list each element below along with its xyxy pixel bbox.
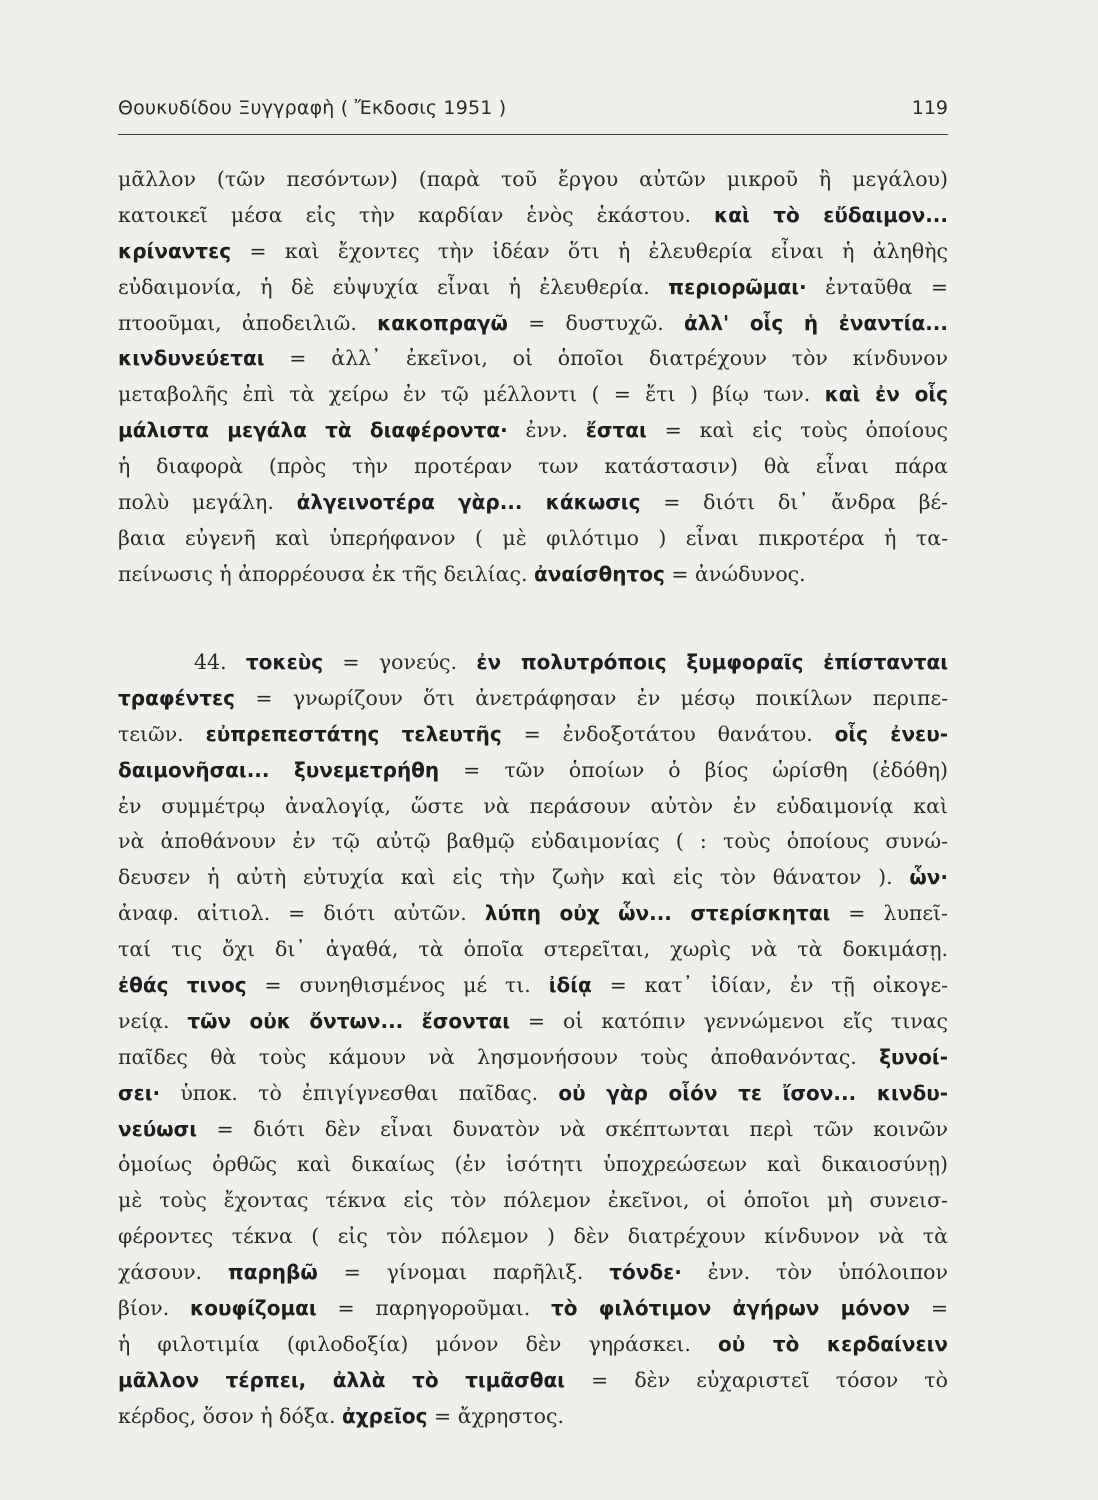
text-line (118, 645, 948, 681)
lemma-term: περιορῶμαι· (668, 274, 807, 299)
text-line (118, 449, 948, 485)
gloss-text: ἐνν. (507, 418, 586, 443)
lemma-term: ἐθάς τινος (118, 973, 247, 998)
header-rule (118, 134, 948, 135)
lemma-term: καὶ ἐν οἷς (824, 382, 948, 407)
text-line (118, 162, 948, 198)
text-line (118, 198, 948, 234)
gloss-text: ἐνν. τὸν ὑπόλοιπον (681, 1260, 948, 1285)
commentary-section-44 (118, 645, 948, 1435)
gloss-text: = παρηγοροῦμαι. (316, 1296, 552, 1321)
gloss-text: νείᾳ. (118, 1008, 188, 1033)
text-line (118, 1363, 948, 1399)
gloss-text: ἀναφ. αἰτιολ. = διότι αὐτῶν. (118, 901, 485, 926)
text-line (118, 896, 948, 932)
gloss-text: = γονεύς. (323, 650, 477, 674)
text-line (118, 968, 948, 1004)
lemma-term: εὐπρεπεστάτης τελευτῆς (205, 721, 502, 746)
gloss-text: = γνωρίζουν ὅτι ἀνετράφησαν ἐν μέσῳ ποικίλων περιπε- (234, 685, 948, 710)
lemma-term: καὶ τὸ εὔδαιμον... (714, 202, 948, 227)
text-line (118, 717, 948, 753)
lemma-term: σει· (118, 1080, 161, 1105)
text-line (118, 1004, 948, 1040)
gloss-text: = καὶ ἔχοντες τὴν ἰδέαν ὅτι ἡ ἐλευθερία εἶναι ἡ ἀληθὴς (231, 238, 948, 263)
text-line (118, 1327, 948, 1363)
text-line (118, 932, 948, 968)
gloss-text: μᾶλλον (τῶν πεσόντων) (παρὰ τοῦ ἔργου αὐτῶν μικροῦ ἢ μεγάλου) (118, 167, 948, 191)
lemma-term: κακοπραγῶ (377, 310, 508, 335)
lemma-term: κρίναντες (118, 238, 232, 263)
gloss-text: ἡ διαφορὰ (πρὸς τὴν προτέραν των κατάστασιν) θὰ εἶναι πάρα (118, 454, 948, 479)
running-title: Θουκυδίδου Ξυγγραφὴ ( Ἔκδοσις 1951 ) (118, 97, 507, 119)
text-line (118, 1291, 948, 1327)
gloss-text: κατοικεῖ μέσα εἰς τὴν καρδίαν ἑνὸς ἑκάστου. (118, 202, 715, 227)
gloss-text: φέροντες τέκνα ( εἰς τὸν πόλεμον ) δὲν διατρέχουν κίνδυνον νὰ τὰ (118, 1224, 948, 1249)
text-line (118, 1219, 948, 1255)
gloss-text: 44. (194, 650, 246, 674)
gloss-text: = δυστυχῶ. (507, 310, 684, 335)
gloss-text: τειῶν. (118, 721, 206, 746)
gloss-text: = δὲν εὐχαριστεῖ τόσον τὸ (564, 1367, 948, 1392)
gloss-text: πείνωσις ἡ ἀπορρέουσα ἐκ τῆς δειλίας. (118, 561, 535, 586)
gloss-text: = ἀνώδυνος. (664, 561, 806, 586)
text-line (118, 306, 948, 342)
gloss-text: = (910, 1296, 948, 1321)
text-line (118, 485, 948, 521)
text-line (118, 824, 948, 860)
lemma-term: μᾶλλον τέρπει, ἀλλὰ τὸ τιμᾶσθαι (118, 1367, 565, 1392)
text-line (118, 681, 948, 717)
text-line (118, 341, 948, 377)
gloss-text: = ἀλλ᾽ ἐκεῖνοι, οἱ ὁποῖοι διατρέχουν τὸν κίνδυνον (264, 346, 948, 371)
gloss-text: = συνηθισμένος μέ τι. (246, 973, 549, 998)
lemma-term: ἀλλ' οἷς ἡ ἐναντία... (683, 310, 949, 335)
gloss-text: = ἄχρηστος. (427, 1403, 564, 1428)
lemma-term: οἷς ἐνευ- (834, 721, 948, 746)
gloss-text: μὲ τοὺς ἔχοντας τέκνα εἰς τὸν πόλεμον ἐκεῖνοι, οἱ ὁποῖοι μὴ συνεισ- (118, 1188, 948, 1213)
commentary-section-43-continued (118, 162, 948, 593)
text-line (118, 753, 948, 789)
lemma-term: ἀχρεῖος (342, 1403, 428, 1428)
gloss-text: χάσουν. (118, 1260, 228, 1285)
gloss-text: ἐνταῦθα = (806, 274, 949, 299)
text-line (118, 413, 948, 449)
gloss-text: νὰ ἀποθάνουν ἐν τῷ αὐτῷ βαθμῷ εὐδαιμονίας ( : τοὺς ὁποίους συνώ- (118, 829, 948, 854)
lemma-term: ὧν· (909, 865, 948, 890)
text-line (118, 1040, 948, 1076)
text-line (118, 1076, 948, 1112)
text-line (118, 521, 948, 557)
text-line (118, 270, 948, 306)
gloss-text: ἐν συμμέτρῳ ἀναλογίᾳ, ὥστε νὰ περάσουν αὐτὸν ἐν εὐδαιμονίᾳ καὶ (118, 793, 948, 818)
text-line (118, 789, 948, 825)
gloss-text: ὁμοίως ὀρθῶς καὶ δικαίως (ἐν ἰσότητι ὑποχρεώσεων καὶ δικαιοσύνῃ) (118, 1152, 948, 1177)
gloss-text: = γίνομαι παρῆλιξ. (317, 1260, 610, 1285)
gloss-text: ταί τις ὄχι δι᾽ ἀγαθά, τὰ ὁποῖα στερεῖται, χωρὶς νὰ τὰ δοκιμάσῃ. (118, 937, 948, 962)
lemma-term: κουφίζομαι (190, 1296, 317, 1321)
text-line (118, 1255, 948, 1291)
gloss-text: βαια εὐγενῆ καὶ ὑπερήφανον ( μὲ φιλότιμο ) εἶναι πικροτέρα ἡ τα- (118, 525, 948, 550)
gloss-text: = κατ᾽ ἰδίαν, ἐν τῇ οἰκογε- (591, 973, 949, 998)
lemma-term: κινδυνεύεται (118, 346, 265, 371)
gloss-text: = οἱ κατόπιν γεννώμενοι εἴς τινας (510, 1008, 948, 1033)
text-line (118, 1147, 948, 1183)
lemma-term: δαιμονῆσαι... ξυνεμετρήθη (118, 757, 440, 782)
gloss-text: = διότι δὲν εἶναι δυνατὸν νὰ σκέπτωνται περὶ τῶν κοινῶν (197, 1116, 948, 1141)
gloss-text: παῖδες θὰ τοὺς κάμουν νὰ λησμονήσουν τοὺς ἀποθανόντας. (118, 1044, 880, 1069)
gloss-text: = λυπεῖ- (830, 901, 948, 926)
gloss-text: κέρδος, ὅσον ἡ δόξα. (118, 1403, 342, 1428)
lemma-term: ἐν πολυτρόποις ξυμφοραῖς ἐπίστανται (476, 650, 948, 674)
gloss-text: = ἐνδοξοτάτου θανάτου. (501, 721, 835, 746)
lemma-term: τόνδε· (609, 1260, 682, 1285)
lemma-term: λύπη οὐχ ὧν... στερίσκηται (484, 901, 831, 926)
gloss-text: πολὺ μεγάλη. (118, 490, 297, 515)
text-line (118, 377, 948, 413)
lemma-term: νεύωσι (118, 1116, 198, 1141)
lemma-term: τραφέντες (118, 685, 235, 710)
lemma-term: τὸ φιλότιμον ἀγήρων μόνον (551, 1296, 911, 1321)
lemma-term: οὐ γὰρ οἷόν τε ἴσον... κινδυ- (558, 1080, 949, 1105)
text-line (118, 1399, 948, 1435)
lemma-term: ἀναίσθητος (534, 561, 665, 586)
text-line (118, 234, 948, 270)
gloss-text: πτοοῦμαι, ἀποδειλιῶ. (118, 310, 378, 335)
lemma-term: τοκεὺς (245, 650, 324, 674)
gloss-text: = διότι δι᾽ ἄνδρα βέ- (640, 490, 948, 515)
text-line (118, 1183, 948, 1219)
gloss-text: μεταβολῆς ἐπὶ τὰ χείρω ἐν τῷ μέλλοντι ( = ἔτι ) βίῳ των. (118, 382, 825, 407)
text-line (118, 557, 948, 593)
gloss-text: ἡ φιλοτιμία (φιλοδοξία) μόνον δὲν γηράσκει. (118, 1331, 719, 1356)
gloss-text: = τῶν ὁποίων ὁ βίος ὡρίσθη (ἐδόθη) (439, 757, 949, 782)
page-header (118, 97, 948, 127)
lemma-term: ἀλγεινοτέρα γὰρ... κάκωσις (296, 490, 641, 515)
gloss-text: βίον. (118, 1296, 190, 1321)
text-line (118, 860, 948, 896)
lemma-term: τῶν οὐκ ὄντων... ἔσονται (187, 1008, 511, 1033)
lemma-term: ξυνοί- (879, 1044, 948, 1069)
gloss-text: εὐδαιμονία, ἡ δὲ εὐψυχία εἶναι ἡ ἐλευθερία. (118, 274, 669, 299)
gloss-text: = καὶ εἰς τοὺς ὁποίους (646, 418, 948, 443)
text-line (118, 1112, 948, 1148)
page-number: 119 (911, 97, 948, 119)
lemma-term: ἔσται (585, 418, 647, 443)
lemma-term: οὐ τὸ κερδαίνειν (718, 1331, 948, 1356)
lemma-term: ἰδίᾳ (548, 973, 592, 998)
gloss-text: ὑποκ. τὸ ἐπιγίγνεσθαι παῖδας. (160, 1080, 559, 1105)
gloss-text: δευσεν ἡ αὐτὴ εὐτυχία καὶ εἰς τὴν ζωὴν καὶ εἰς τὸν θάνατον ). (118, 865, 910, 890)
lemma-term: παρηβῶ (227, 1260, 318, 1285)
lemma-term: μάλιστα μεγάλα τὰ διαφέροντα· (118, 418, 508, 443)
